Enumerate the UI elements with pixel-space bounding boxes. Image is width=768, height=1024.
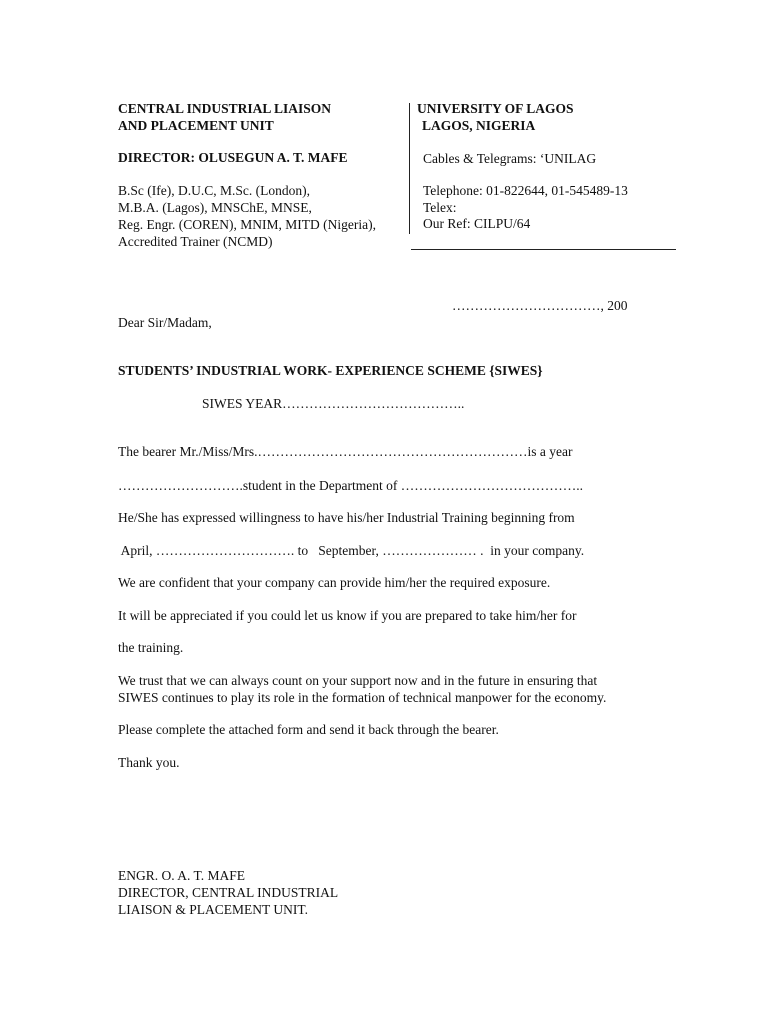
training-dates-line: April, …………………………. to September, ………………… . in your company. [118, 543, 585, 558]
trust-paragraph [118, 672, 606, 706]
confident-line: We are confident that your company can provide him/her the required exposure. [118, 575, 551, 590]
university-location: LAGOS, NIGERIA [422, 118, 536, 133]
trust-line: SIWES continues to play its role in the formation of technical manpower for the economy. [118, 690, 607, 705]
unit-title-line1: CENTRAL INDUSTRIAL LIAISON [118, 101, 332, 116]
qualification-line: B.Sc (Ife), D.U.C, M.Sc. (London), [118, 183, 310, 198]
appreciated-line: It will be appreciated if you could let us know if you are prepared to take him/her for [118, 608, 577, 623]
trust-line: We trust that we can always count on your support now and in the future in ensuring that [118, 673, 598, 688]
bearer-line: The bearer Mr./Miss/Mrs.……………………………………………………is a year [118, 444, 573, 459]
telex: Telex: [423, 200, 457, 215]
cables-telegrams: Cables & Telegrams: ‘UNILAG [423, 151, 597, 166]
signatory-title: LIAISON & PLACEMENT UNIT. [118, 902, 308, 917]
university-name: UNIVERSITY OF LAGOS [417, 101, 574, 116]
unit-title-line2: AND PLACEMENT UNIT [118, 118, 274, 133]
qualifications [118, 182, 376, 250]
qualification-line: Reg. Engr. (COREN), MNIM, MITD (Nigeria), [118, 217, 376, 232]
signatory-title: DIRECTOR, CENTRAL INDUSTRIAL [118, 885, 339, 900]
siwes-year: SIWES YEAR………………………………….. [202, 396, 465, 411]
director-name: DIRECTOR: OLUSEGUN A. T. MAFE [118, 150, 348, 165]
date-line: ……………………………, 200 [452, 298, 628, 313]
our-reference: Our Ref: CILPU/64 [423, 216, 531, 231]
signature-block [118, 867, 338, 918]
signatory-name: ENGR. O. A. T. MAFE [118, 868, 246, 883]
salutation: Dear Sir/Madam, [118, 315, 212, 330]
letterhead-horizontal-divider [411, 249, 676, 250]
qualification-line: M.B.A. (Lagos), MNSChE, MNSE, [118, 200, 312, 215]
complete-form-line: Please complete the attached form and send it back through the bearer. [118, 722, 499, 737]
thank-you: Thank you. [118, 755, 180, 770]
training-line: the training. [118, 640, 184, 655]
department-line: ……………………….student in the Department of ………………………………….. [118, 478, 583, 493]
letterhead-vertical-divider [409, 103, 410, 234]
willingness-line: He/She has expressed willingness to have his/her Industrial Training beginning from [118, 510, 575, 525]
qualification-line: Accredited Trainer (NCMD) [118, 234, 273, 249]
telephone: Telephone: 01-822644, 01-545489-13 [423, 183, 628, 198]
letter-subject: STUDENTS’ INDUSTRIAL WORK- EXPERIENCE SCHEME {SIWES} [118, 363, 543, 378]
